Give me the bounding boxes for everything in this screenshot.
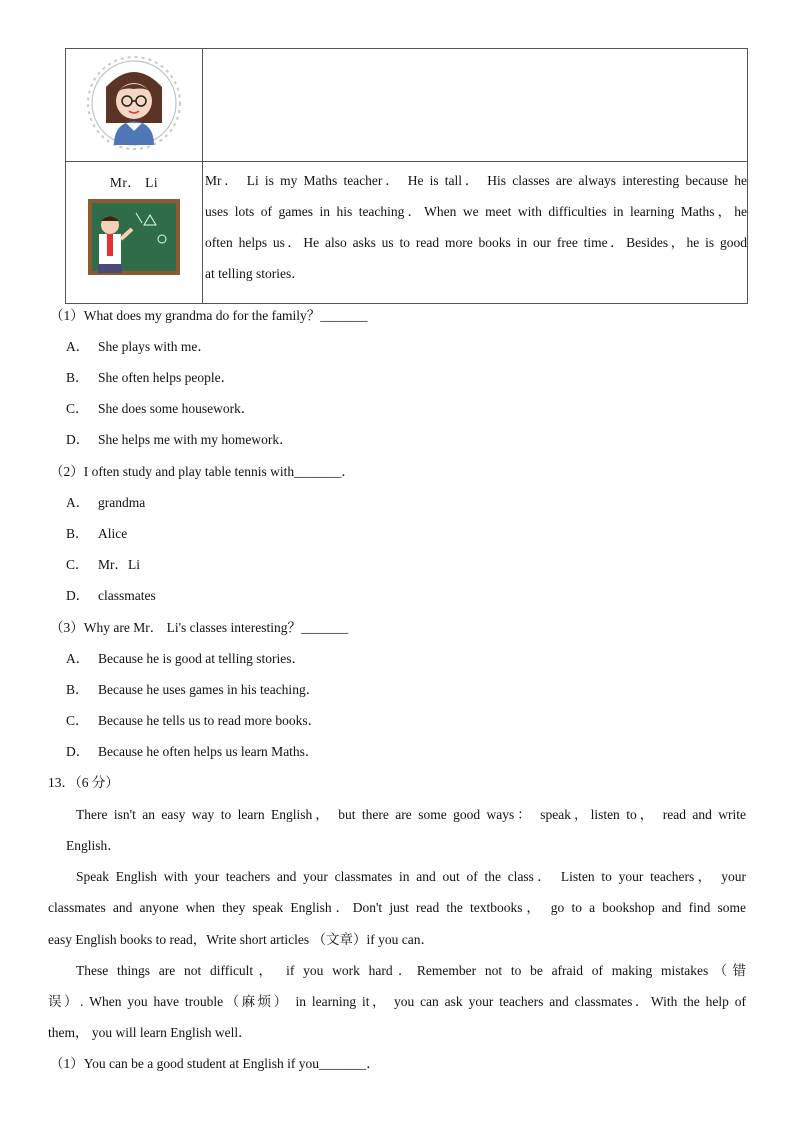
option-label: C． — [66, 557, 89, 572]
q2-option-a — [66, 491, 145, 511]
q1-option-a — [66, 335, 211, 355]
q1-option-c — [66, 397, 254, 417]
q3-option-d — [66, 740, 318, 760]
q1-option-b — [66, 366, 234, 386]
q2-option-c — [66, 553, 140, 573]
option-label: B． — [66, 682, 89, 697]
option-label: D． — [66, 432, 90, 447]
option-text: Mr．Li — [98, 557, 140, 572]
q3-option-b — [66, 678, 319, 698]
info-table — [65, 48, 748, 304]
option-label: A． — [66, 339, 90, 354]
option-label: B． — [66, 526, 89, 541]
grandma-cell — [66, 49, 203, 162]
option-label: D． — [66, 744, 90, 759]
option-text: Because he tells us to read more books． — [98, 713, 322, 728]
option-text: Because he uses games in his teaching． — [98, 682, 320, 697]
q3-option-c — [66, 709, 321, 729]
passage-line: easy English books to read，Write short articles （文章）if you can． — [48, 932, 434, 947]
question-2-stem: （2）I often study and play table tennis with_______． — [50, 464, 355, 479]
teacher-line: often helps us．He also asks us to read more books in our free time．Besides，he is good — [205, 235, 747, 250]
option-text: She often helps people． — [98, 370, 235, 385]
option-text: She helps me with my homework． — [98, 432, 293, 447]
option-label: B． — [66, 370, 89, 385]
teacher-line: uses lots of games in his teaching．When we meet with difficulties in learning Maths，he — [205, 204, 747, 219]
question-1-stem: （1）What does my grandma do for the family？_______ — [50, 308, 368, 323]
option-text: Because he is good at telling stories． — [98, 651, 305, 666]
option-text: She plays with me． — [98, 339, 211, 354]
q3-option-a — [66, 647, 305, 667]
teacher-picture-icon — [66, 193, 202, 289]
q1-option-d — [66, 428, 293, 448]
girl-avatar-icon — [66, 49, 202, 157]
option-label: C． — [66, 401, 89, 416]
q2-option-d — [66, 584, 156, 604]
grandma-text-cell — [203, 49, 748, 162]
option-label: C． — [66, 713, 89, 728]
option-text: Alice — [98, 526, 128, 541]
option-label: A． — [66, 495, 90, 510]
q2-option-b — [66, 522, 127, 542]
teacher-cell — [66, 162, 203, 304]
passage-line: 误）. When you have trouble（麻烦） in learning it， you can ask your teachers and classmates．With the help of — [48, 994, 746, 1009]
option-text: grandma — [98, 495, 146, 510]
passage-line: These things are not difficult， if you work hard．Remember not to be afraid of making mistakes（错 — [76, 963, 746, 978]
passage-line: classmates and anyone when they speak English．Don't just read the textbooks， go to a bookshop and find some — [48, 900, 746, 915]
passage-line: Speak English with your teachers and your classmates in and out of the class． Listen to your teachers， your — [76, 869, 746, 884]
teacher-description — [203, 162, 748, 304]
passage-line: There isn't an easy way to learn English， but there are some good ways： speak，listen to， read and write — [76, 807, 746, 822]
option-text: classmates — [98, 588, 156, 603]
option-text: Because he often helps us learn Maths． — [98, 744, 319, 759]
question-3-stem: （3）Why are Mr． Li's classes interesting？_______ — [50, 620, 349, 635]
teacher-line: at telling stories． — [205, 266, 305, 281]
passage-line: English． — [66, 838, 121, 853]
option-text: She does some housework． — [98, 401, 255, 416]
section-13-heading: 13．（6 分） — [48, 775, 119, 790]
teacher-line: Mr． Li is my Maths teacher． He is tall． His classes are always interesting because he — [205, 173, 747, 188]
teacher-name: Mr． Li — [109, 175, 159, 190]
passage-line: them， you will learn English well． — [48, 1025, 252, 1040]
option-label: D． — [66, 588, 90, 603]
section-13-question-1: （1）You can be a good student at English if you_______． — [50, 1056, 380, 1071]
option-label: A． — [66, 651, 90, 666]
